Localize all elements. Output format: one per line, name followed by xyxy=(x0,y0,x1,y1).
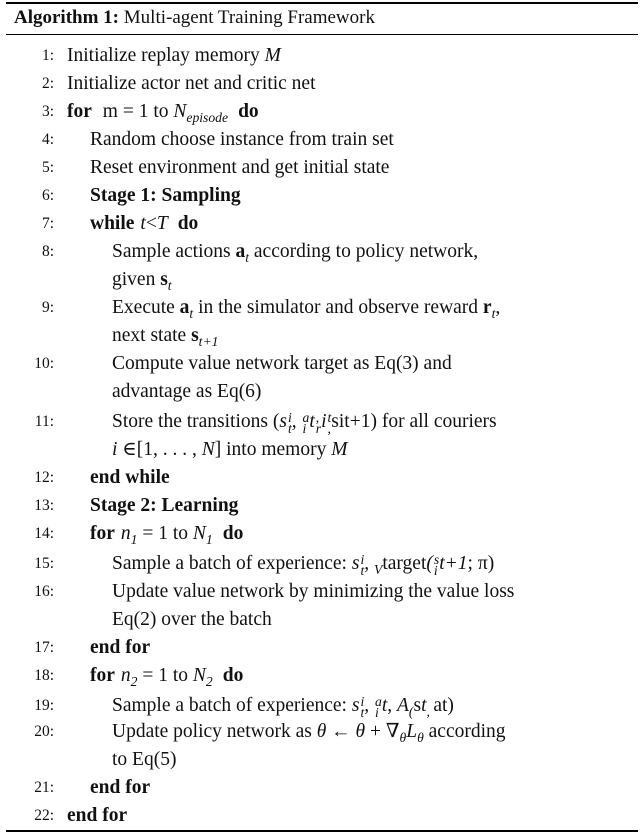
line-text: Update value network by minimizing the value loss xyxy=(112,581,515,602)
line-number: 20: xyxy=(34,723,54,740)
line-text: Eq(2) over the batch xyxy=(112,609,272,630)
line-text: Sample a batch of experience: s i t , a i t, $A_(st_,$ at) xyxy=(112,693,454,720)
line-number: 7: xyxy=(41,215,54,232)
line-number: 8: xyxy=(41,243,54,260)
algorithm-title xyxy=(14,6,375,30)
line-number: 3: xyxy=(41,103,54,120)
line-text: end while xyxy=(90,467,170,488)
line-text: Initialize actor net and critic net xyxy=(67,73,316,94)
line-text: i ∈[1, . . . , N] into memory M xyxy=(112,439,348,460)
line-text: while t<T do xyxy=(90,213,199,234)
line-text: end for xyxy=(67,805,128,826)
algorithm-label: Algorithm 1: xyxy=(14,7,120,28)
line-text: Initialize replay memory M xyxy=(67,45,281,66)
line-number: 2: xyxy=(41,75,54,92)
line-text: end for xyxy=(90,637,151,658)
line-number: 17: xyxy=(34,639,54,656)
line-number: 21: xyxy=(34,779,54,796)
header-rule xyxy=(6,34,638,35)
line-text: for $n_1 = 1$ to $N_1$ do xyxy=(90,523,244,547)
line-text: for $n_2 = 1$ to $N_2$ do xyxy=(90,665,244,689)
line-text: Compute value network target as Eq(3) and xyxy=(112,353,452,374)
line-number: 22: xyxy=(34,807,54,824)
line-number: 4: xyxy=(41,131,54,148)
line-number: 1: xyxy=(41,47,54,64)
line-number: 5: xyxy=(41,159,54,176)
line-text: Stage 1: Sampling xyxy=(90,185,241,206)
line-text: Sample a batch of experience: s i t , $_V$target( s i t+1; π) xyxy=(112,551,495,578)
line-number: 10: xyxy=(34,355,54,372)
line-text: Update policy network as θ ← $\theta + \nabla_\theta L_\theta$ according xyxy=(112,721,506,745)
line-number: 6: xyxy=(41,187,54,204)
line-text: Sample actions $a_t$ according to policy network, xyxy=(112,241,479,265)
line-text: to Eq(5) xyxy=(112,749,177,770)
line-number: 18: xyxy=(34,667,54,684)
line-text: Store the transitions (s i t , a i t , r i t , sit+1) for all couriers xyxy=(112,409,497,436)
line-text: Random choose instance from train set xyxy=(90,129,394,150)
line-number: 12: xyxy=(34,469,54,486)
line-text: end for xyxy=(90,777,151,798)
top-rule xyxy=(6,2,638,4)
line-text: for m = 1 to $N_{episode}$ do xyxy=(67,101,259,125)
bottom-rule xyxy=(6,830,638,832)
line-number: 16: xyxy=(34,583,54,600)
algorithm-name: Multi-agent Training Framework xyxy=(123,7,375,28)
line-number: 13: xyxy=(34,497,54,514)
line-number: 11: xyxy=(34,413,54,430)
line-text: given $s_t$ xyxy=(112,269,172,293)
line-number: 9: xyxy=(41,299,54,316)
line-number: 14: xyxy=(34,525,54,542)
line-text: advantage as Eq(6) xyxy=(112,381,262,402)
line-text: next state $s_{t+1}$ xyxy=(112,325,219,349)
line-number: 15: xyxy=(34,555,54,572)
line-text: Reset environment and get initial state xyxy=(90,157,390,178)
line-text: Execute $a_t$ in the simulator and observe reward $r_t$, xyxy=(112,297,501,321)
line-text: Stage 2: Learning xyxy=(90,495,239,516)
line-number: 19: xyxy=(34,697,54,714)
